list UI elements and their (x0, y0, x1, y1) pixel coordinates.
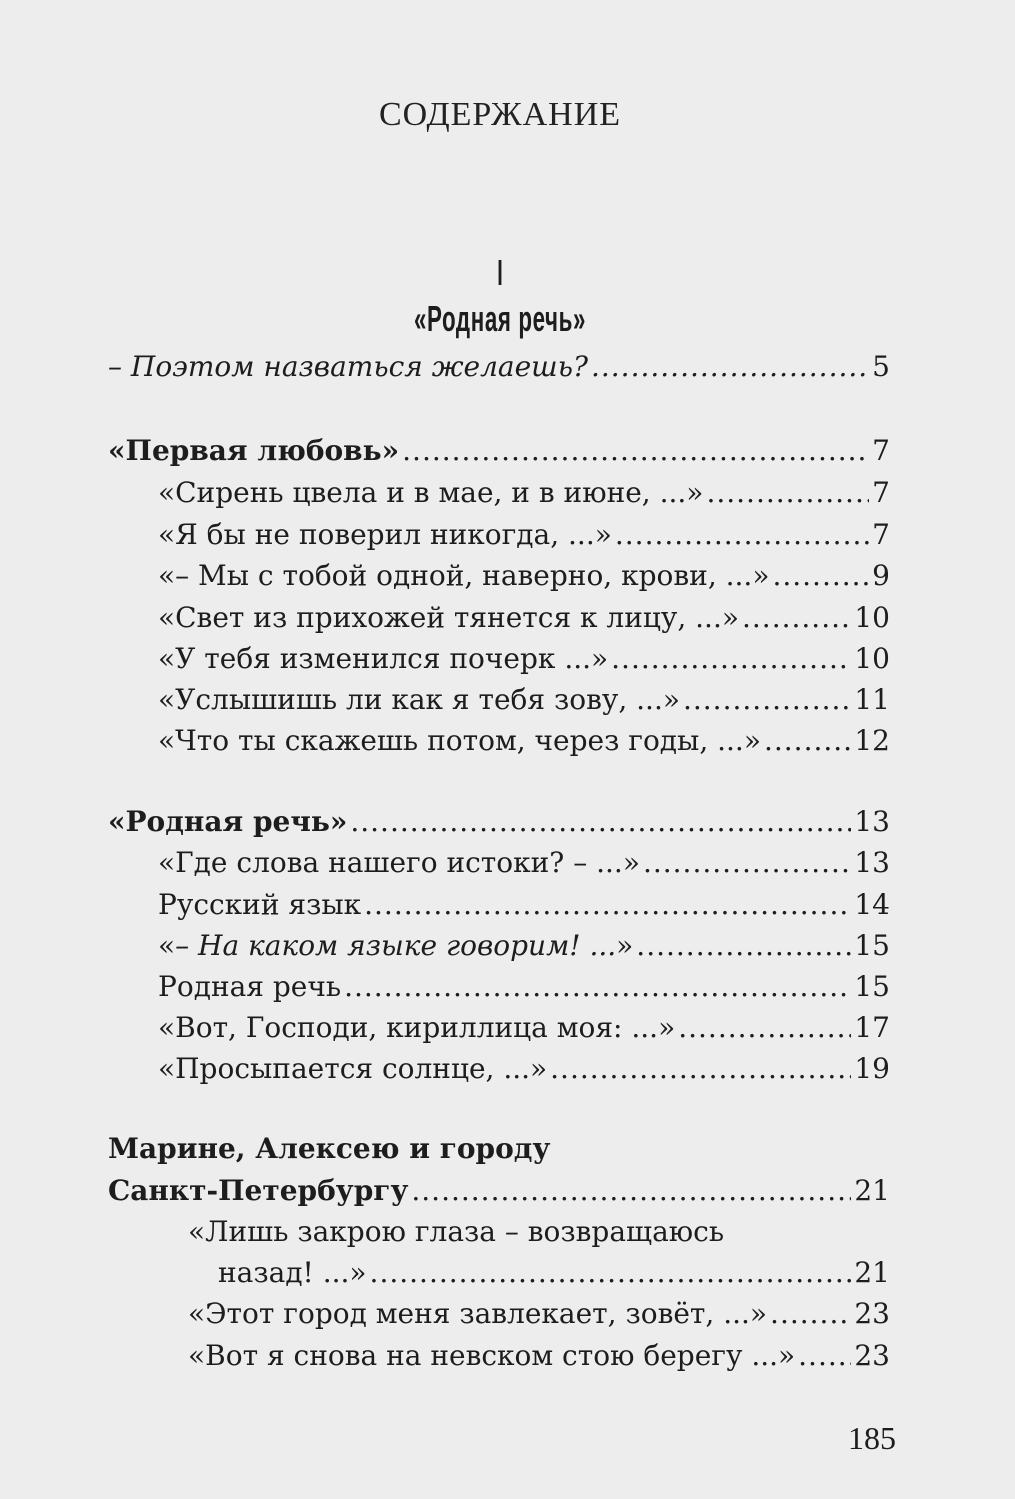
toc-entry-page: 5 (872, 350, 890, 383)
toc-entry-label: «Где слова нашего истоки? – ...» (158, 846, 640, 879)
toc-entry (158, 557, 890, 595)
toc-entry (158, 1050, 890, 1088)
leader-dots (798, 1337, 851, 1375)
toc-entry-label: «Первая любовь» (108, 434, 400, 467)
toc-entry-label: Санкт-Петербургу (108, 1174, 409, 1207)
toc-entry-label: «Услышишь ли как я тебя зову, ...» (158, 683, 680, 716)
toc-entry-page: 23 (854, 1339, 890, 1372)
toc-entry-label: «Родная речь» (108, 805, 348, 838)
leader-dots (643, 844, 851, 882)
toc-group-heading-line1: Марине, Алексею и городу (108, 1132, 551, 1165)
toc-entry-label: Родная речь (158, 970, 342, 1003)
toc-entry-page: 23 (854, 1297, 890, 1330)
toc-entry (218, 1254, 890, 1292)
toc-entry (158, 474, 890, 512)
toc-entry-label: Русский язык (158, 888, 362, 921)
toc-entry-page: 21 (854, 1256, 890, 1289)
leader-dots (591, 348, 869, 386)
toc-entry-page: 10 (854, 601, 890, 634)
leader-dots (772, 557, 869, 595)
toc-entry-label: «Просыпается солнце, ...» (158, 1052, 548, 1085)
leader-dots (611, 640, 851, 678)
toc-entry-label: «Свет из прихожей тянется к лицу, ...» (158, 601, 739, 634)
toc-entry-label: «Вот, Господи, кириллица моя: ...» (158, 1011, 676, 1044)
toc-entry-page: 13 (854, 805, 890, 838)
toc-entry-label: – Поэтом назваться желаешь? (108, 350, 588, 383)
toc-entry-page: 13 (854, 846, 890, 879)
toc-group-heading (108, 803, 890, 841)
toc-entry (188, 1337, 890, 1375)
toc-entry-page: 14 (854, 888, 890, 921)
leader-dots (615, 516, 869, 554)
leader-dots (370, 1254, 852, 1292)
leader-dots (742, 599, 851, 637)
toc-entry (158, 1009, 890, 1047)
toc-entry-page: 10 (854, 642, 890, 675)
toc-entry-page: 7 (872, 518, 890, 551)
leader-dots (550, 1050, 851, 1088)
page-number: 185 (848, 1420, 896, 1456)
leader-dots (402, 432, 869, 470)
toc-entry (158, 640, 890, 678)
page-title: СОДЕРЖАНИЕ (378, 96, 622, 133)
toc-entry (158, 722, 890, 760)
toc-entry-label: «– Мы с тобой одной, наверно, крови, ...» (158, 559, 770, 592)
toc-entry-page: 12 (854, 724, 890, 757)
toc-entry-line1: «Лишь закрою глаза – возвращаюсь (188, 1215, 725, 1248)
toc-group-heading (108, 432, 890, 470)
leader-dots (350, 803, 851, 841)
toc-entry-label: назад! ...» (218, 1256, 367, 1289)
leader-dots (364, 886, 851, 924)
leader-dots (678, 1009, 851, 1047)
toc-entry-page: 9 (872, 559, 890, 592)
toc-entry-label: «Этот город меня завлекает, зовёт, ...» (188, 1297, 768, 1330)
leader-dots (764, 722, 851, 760)
leader-dots (344, 968, 851, 1006)
section-title: «Родная речь» (413, 298, 587, 339)
toc-entry-page: 17 (854, 1011, 890, 1044)
toc-entry-label: «Я бы не поверил никогда, ...» (158, 518, 612, 551)
toc-entry (158, 886, 890, 924)
toc-entry-page: 7 (872, 434, 890, 467)
toc-entry-label: «Сирень цвела и в мае, и в июне, ...» (158, 476, 704, 509)
toc-entry-page: 11 (854, 683, 890, 716)
leader-dots (706, 474, 869, 512)
toc-entry-page: 15 (854, 929, 890, 962)
toc-entry (158, 844, 890, 882)
toc-entry (158, 681, 890, 719)
toc-entry-label: «Что ты скажешь потом, через годы, ...» (158, 724, 761, 757)
toc-entry-page: 19 (854, 1052, 890, 1085)
toc-entry (158, 927, 890, 965)
toc-entry (158, 968, 890, 1006)
section-number: I (497, 252, 503, 293)
toc-group-heading (108, 1172, 890, 1210)
leader-dots (770, 1295, 851, 1333)
toc-entry-page: 15 (854, 970, 890, 1003)
toc-entry-page: 21 (854, 1174, 890, 1207)
toc-entry (158, 516, 890, 554)
leader-dots (683, 681, 851, 719)
leader-dots (411, 1172, 851, 1210)
toc-entry-label: «У тебя изменился почерк ...» (158, 642, 609, 675)
toc-entry (188, 1295, 890, 1333)
toc-entry (158, 599, 890, 637)
toc-entry-label: «– На каком языке говорим! ...» (158, 929, 634, 962)
toc-entry-intro (108, 348, 890, 386)
toc-entry-label: «Вот я снова на невском стою берегу ...» (188, 1339, 796, 1372)
leader-dots (636, 927, 851, 965)
toc-entry-page: 7 (872, 476, 890, 509)
